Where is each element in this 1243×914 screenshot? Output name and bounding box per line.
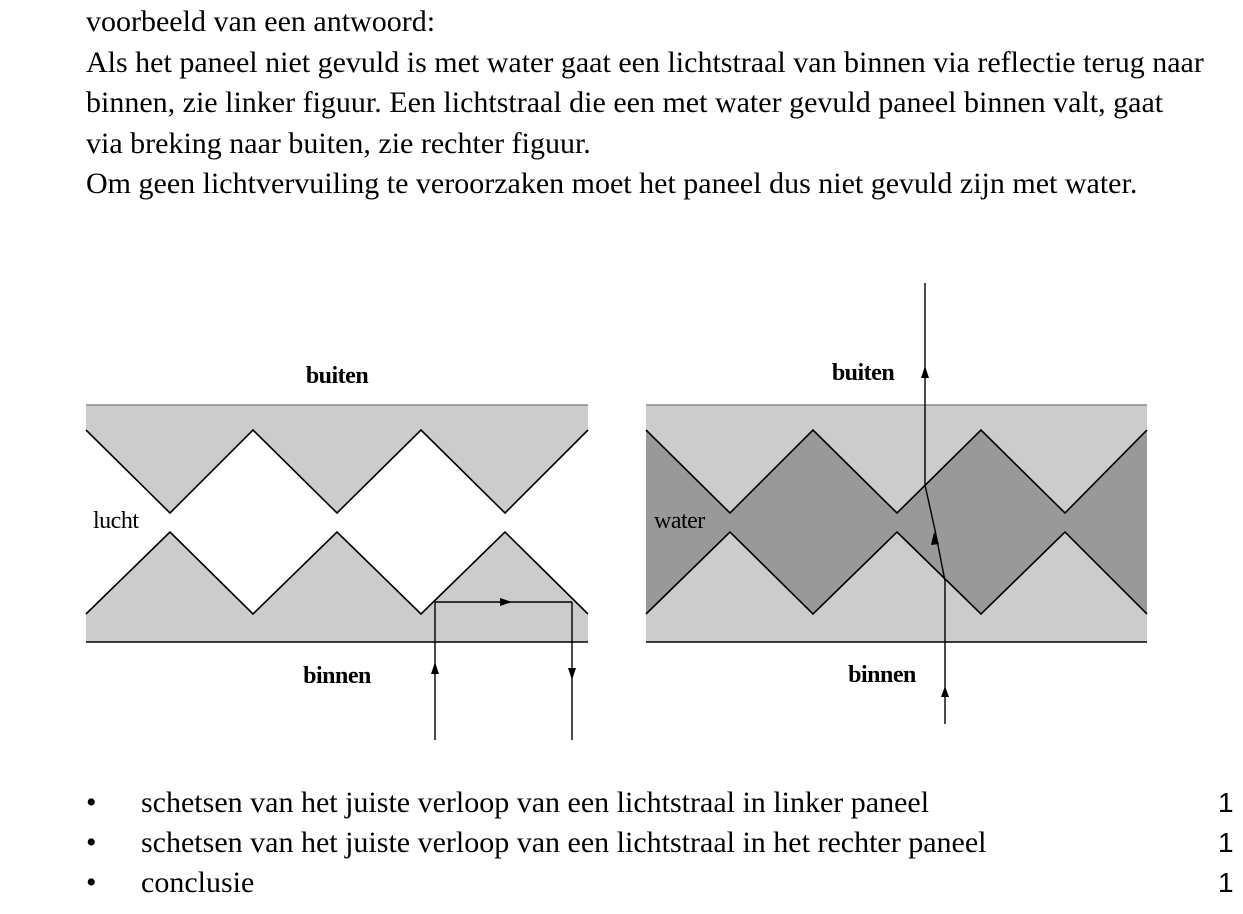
criterion-score: 1 [1218,827,1234,858]
criterion-item [86,783,1243,823]
criterion-item [86,863,1243,903]
criterion-text: schetsen van het juiste verloop van een lichtstraal in linker paneel [141,786,930,819]
left-inside-label: binnen [303,663,371,689]
right-ray-arrow-top [921,366,929,378]
right-medium-label: water [654,508,705,534]
criterion-item [86,823,1243,863]
criterion-text: schetsen van het juiste verloop van een lichtstraal in het rechter paneel [141,826,987,859]
left-ray-arrow-up [431,662,439,674]
left-outside-label: buiten [305,363,369,389]
left-panel [86,363,588,740]
left-ray-arrow-down [568,668,576,680]
answer-paragraph-1: Als het paneel niet gevuld is met water gaat een lichtstraal van binnen via reflectie terug naar binnen, zie linker figuur. Een lichtstraal die een met water gevuld paneel binnen valt, gaat via breking naar buiten, zie rechter figuur. [86,45,1204,160]
bullet-marker: • [86,826,97,859]
criterion-text: conclusie [141,866,255,899]
left-medium-label: lucht [93,508,139,534]
right-inside-label: binnen [848,662,916,688]
criterion-score: 1 [1218,787,1234,818]
right-ray-arrow-bottom [941,686,949,697]
bullet-marker: • [86,866,97,899]
answer-paragraph-2: Om geen lichtvervuiling te veroorzaken moet het paneel dus niet gevuld zijn met water. [86,167,1138,200]
scoring-criteria [86,783,1243,903]
answer-intro: voorbeeld van een antwoord: [86,5,436,38]
right-panel [646,283,1147,724]
right-outside-label: buiten [831,360,895,386]
bullet-marker: • [86,786,97,819]
criterion-score: 1 [1218,867,1234,898]
